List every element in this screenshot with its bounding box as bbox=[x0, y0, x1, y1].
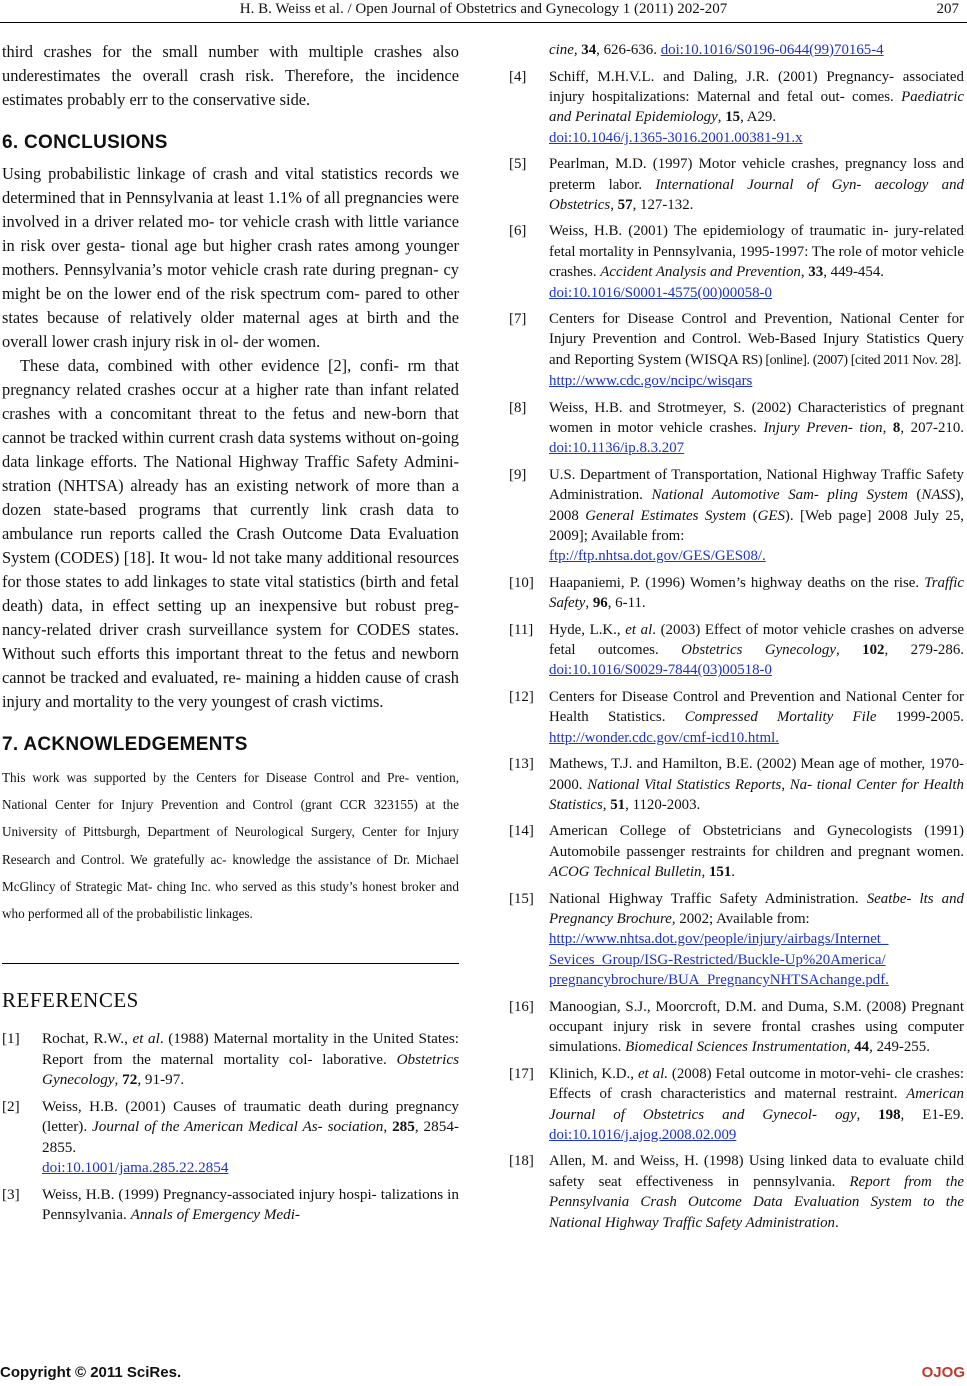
volume: 44 bbox=[854, 1039, 870, 1056]
ref-italic: NASS bbox=[921, 487, 956, 504]
url-link[interactable]: ftp://ftp.nhtsa.dot.gov/GES/GES08/. bbox=[549, 548, 766, 565]
ref-text: , 2002; Available from: bbox=[671, 910, 810, 927]
journal-name: Paediatric and Perinatal Epidemiology bbox=[549, 88, 964, 126]
volume: 57 bbox=[617, 196, 633, 213]
volume: 151 bbox=[708, 864, 732, 881]
reference-17 bbox=[509, 1064, 964, 1146]
reference-number: [9] bbox=[509, 466, 527, 483]
ref-text: Weiss, H.B. (1999) Pregnancy-associated injury hospi- talizations in Pennsylvania. bbox=[42, 1185, 459, 1224]
ref-italic: et al. bbox=[637, 1065, 668, 1082]
ref-text: American College of Obstetricians and Gynecologists (1991) Automobile passenger restraints for children and pregnant women. bbox=[549, 823, 964, 860]
ref-text: Centers for Disease Control and Prevention, National Center for Injury Prevention and Control. Web-Based Injury Statistics Query and Reporting System (WISQA bbox=[549, 310, 964, 368]
volume: 15 bbox=[725, 109, 741, 126]
running-title: H. B. Weiss et al. / Open Journal of Obstetrics and Gynecology 1 (2011) 202-207 bbox=[239, 1, 728, 17]
ref-text: . (1988) Maternal mortality in the United States: Report from the maternal mortality col- laborative. bbox=[42, 1030, 459, 1068]
right-column bbox=[509, 40, 964, 1239]
copyright-notice: Copyright © 2011 SciRes. bbox=[0, 1364, 182, 1381]
ref-text: , 1120-2003. bbox=[625, 796, 701, 813]
journal-name: Compressed Mortality File bbox=[684, 709, 877, 726]
ref-italic: Report from the Pennsylvania Crash Outcome Data Evaluation System to the National Highway Traffic Safety Administration bbox=[549, 1173, 965, 1231]
ref-text: , A29. bbox=[740, 109, 777, 126]
reference-number: [17] bbox=[509, 1065, 534, 1082]
ref-text: (2008) Fetal outcome in motor-vehi- cle crashes: Effects of crash characteristics and maternal restraint. bbox=[549, 1065, 964, 1103]
ref-text: Weiss, H.B. and Strotmeyer, S. (2002) Characteristics of pregnant women in motor vehicle crashes. bbox=[549, 399, 964, 436]
ref-text: , bbox=[114, 1071, 123, 1089]
reference-16 bbox=[509, 997, 964, 1058]
reference-number: [3] bbox=[2, 1185, 20, 1203]
ref-italic: National Automotive Sam- pling System bbox=[651, 487, 908, 504]
ref-text: , bbox=[856, 1106, 879, 1123]
reference-6 bbox=[509, 221, 964, 303]
reference-number: [8] bbox=[509, 399, 527, 416]
journal-abbreviation: OJOG bbox=[921, 1364, 965, 1381]
volume: 96 bbox=[592, 595, 608, 612]
reference-14 bbox=[509, 821, 964, 882]
reference-number: [11] bbox=[509, 621, 534, 638]
ref-text: , bbox=[573, 42, 582, 58]
reference-1 bbox=[2, 1029, 459, 1091]
ref-text: , 249-255. bbox=[869, 1039, 930, 1056]
ref-text: , bbox=[717, 109, 726, 126]
url-link[interactable]: http://www.cdc.gov/ncipc/wisqars bbox=[549, 373, 753, 390]
reference-9 bbox=[509, 465, 964, 567]
journal-name: National Vital Statistics Reports bbox=[587, 776, 782, 793]
journal-name: ACOG Technical Bulletin bbox=[549, 864, 702, 881]
ref-text: . bbox=[731, 864, 736, 881]
ref-text: Pearlman, M.D. (1997) Motor vehicle crashes, pregnancy loss and preterm labor. bbox=[549, 156, 964, 193]
volume: 198 bbox=[878, 1106, 901, 1123]
reference-number: [6] bbox=[509, 223, 527, 240]
reference-11 bbox=[509, 620, 964, 681]
ref-text: , 6-11. bbox=[607, 595, 646, 612]
journal-name: American Journal of Obstetrics and Gynecol- ogy bbox=[549, 1086, 964, 1123]
header-rule bbox=[0, 22, 967, 23]
url-link[interactable]: http://wonder.cdc.gov/cmf-icd10.html. bbox=[549, 729, 779, 746]
volume: 33 bbox=[808, 264, 824, 281]
ref-text: , bbox=[882, 420, 893, 436]
url-link[interactable]: Sevices_Group/ISG-Restricted/Buckle-Up%20America/ bbox=[549, 951, 886, 968]
ref-text: , bbox=[585, 595, 593, 612]
intro-paragraph: third crashes for the small number with multiple crashes also underestimates the overall crash risk. Therefore, the incidence estimates probably err to the conservative side. bbox=[2, 42, 459, 109]
ref-text: , bbox=[383, 1118, 393, 1136]
ref-text: , bbox=[781, 776, 790, 793]
reference-2 bbox=[2, 1097, 459, 1179]
ref-text: Haapaniemi, P. (1996) Women’s highway deaths on the rise. bbox=[549, 574, 925, 591]
url-link[interactable]: http://www.nhtsa.dot.gov/people/injury/airbags/Internet_ bbox=[549, 931, 889, 948]
ref-text: Mathews, T.J. and Hamilton, B.E. (2002) Mean age of mother, 1970-2000. bbox=[549, 756, 964, 793]
ref-text: , bbox=[846, 1039, 855, 1056]
journal-name: Annals of Emergency Medi- bbox=[130, 1206, 300, 1224]
volume: 34 bbox=[581, 42, 597, 58]
ref-italic: Na- tional Center for Health Statistics bbox=[549, 776, 965, 813]
reference-13 bbox=[509, 754, 964, 815]
conclusions-heading: 6. CONCLUSIONS bbox=[2, 132, 168, 153]
ref-text: . bbox=[834, 1214, 839, 1231]
reference-12 bbox=[509, 687, 964, 748]
ref-text: Allen, M. and Weiss, H. (1998) Using linked data to evaluate child safety seat effectiveness in pennsylvania. bbox=[549, 1153, 964, 1190]
ref-text: . (2003) Effect of motor vehicle crashes on adverse fetal outcomes. bbox=[549, 621, 964, 659]
journal-name: Biomedical Sciences Instrumentation bbox=[625, 1039, 847, 1056]
volume: 51 bbox=[610, 796, 626, 813]
ref-text: , E1-E9. bbox=[900, 1106, 964, 1123]
ref-italic: General Estimates System bbox=[585, 507, 747, 524]
reference-number: [15] bbox=[509, 890, 534, 907]
ref-italic: GES bbox=[757, 507, 785, 524]
ref-text: , bbox=[610, 196, 618, 213]
reference-number: [18] bbox=[509, 1153, 534, 1170]
ref-text: , 626-636. bbox=[596, 42, 661, 58]
reference-number: [13] bbox=[509, 756, 534, 773]
reference-15 bbox=[509, 889, 964, 991]
ref-text: , 207-210. bbox=[900, 420, 964, 436]
ref-text: ( bbox=[907, 487, 922, 504]
reference-number: [10] bbox=[509, 574, 534, 591]
reference-number: [14] bbox=[509, 823, 534, 840]
reference-18 bbox=[509, 1151, 964, 1233]
references-heading: REFERENCES bbox=[2, 988, 139, 1013]
page-footer bbox=[0, 1362, 967, 1386]
ref-text: Klinich, K.D., bbox=[549, 1065, 638, 1082]
ref-text: Manoogian, S.J., Moorcroft, D.M. and Duma, S.M. (2008) Pregnant occupant injury risk in severe frontal crashes using computer simulations. bbox=[549, 998, 964, 1056]
ref-text: , bbox=[835, 642, 863, 659]
ref-italic: et al bbox=[625, 621, 653, 638]
journal-name: Injury Preven- tion bbox=[763, 420, 883, 436]
journal-name: Obstetrics Gynecology bbox=[42, 1050, 459, 1089]
ref-text: National Highway Traffic Safety Administration. bbox=[549, 890, 867, 907]
page-number: 207 bbox=[936, 1, 959, 17]
doi-link[interactable]: doi:10.1016/S0001-4575(00)00058-0 bbox=[549, 284, 772, 301]
ref-text: Rochat, R.W., bbox=[42, 1030, 133, 1048]
ref-text: Schiff, M.H.V.L. and Daling, J.R. (2001) Pregnancy- associated injury hospitalizations: Maternal and fetal out- comes. bbox=[549, 68, 964, 105]
doi-link[interactable]: doi:10.1016/S0029-7844(03)00518-0 bbox=[549, 662, 772, 679]
ref-text: , bbox=[602, 796, 611, 813]
doi-link[interactable]: doi:10.1016/j.ajog.2008.02.009 bbox=[549, 1127, 737, 1143]
journal-name: Journal of the American Medical As- sociation bbox=[92, 1118, 384, 1136]
left-column bbox=[2, 40, 459, 1232]
reference-5 bbox=[509, 154, 964, 215]
ref-text: Hyde, L.K., bbox=[549, 621, 626, 638]
ref-text: Weiss, H.B. (2001) The epidemiology of traumatic in- jury-related fetal mortality in Pennsylvania, 1995-1997: The role of motor vehicle crashes. bbox=[549, 223, 964, 281]
url-link[interactable]: pregnancybrochure/BUA_PregnancyNHTSAchange.pdf. bbox=[549, 972, 889, 989]
reference-4 bbox=[509, 67, 964, 149]
reference-10 bbox=[509, 573, 964, 614]
ref-text: , bbox=[701, 864, 709, 881]
journal-name: Accident Analysis and Prevention bbox=[600, 264, 801, 281]
ref-italic: et al bbox=[132, 1030, 160, 1048]
ref-text: , 449-454. bbox=[823, 264, 884, 281]
conclusions-paragraph-1: Using probabilistic linkage of crash and vital statistics records we determined that in Pennsylvania at least 1.1% of all pregnancies were involved in a driver related mo- tor vehicle crash with little variance in risk over gesta- tional age but higher crash rates among younger mothers. Pennsylvania’s motor vehicle crash rate during pregnan- cy might be on the lower end of the risk spectrum com- pared to other states because of relatively older maternal ages at birth and the overall lower crash injury risk in ol- der women. bbox=[2, 164, 459, 351]
ref-italic: Seatbe- lts and Pregnancy Brochure bbox=[549, 890, 964, 927]
journal-name: International Journal of Gyn- aecology and Obstetrics bbox=[549, 176, 964, 213]
ref-text: , 127-132. bbox=[632, 196, 694, 213]
reference-3-continued bbox=[509, 40, 964, 61]
volume: 285 bbox=[392, 1118, 415, 1136]
section-divider bbox=[2, 963, 459, 964]
running-header bbox=[0, 0, 967, 22]
reference-8 bbox=[509, 398, 964, 459]
doi-link[interactable]: doi:10.1001/jama.285.22.2854 bbox=[42, 1159, 229, 1177]
reference-7 bbox=[509, 309, 964, 392]
reference-number: [5] bbox=[509, 156, 527, 173]
volume: 8 bbox=[892, 420, 901, 436]
reference-3 bbox=[2, 1185, 459, 1226]
reference-number: [7] bbox=[509, 310, 527, 327]
ref-text: RS) [online]. (2007) [cited 2011 Nov. 28]. bbox=[741, 352, 962, 368]
journal-name: Traffic Safety bbox=[549, 574, 964, 612]
ref-text: , 279-286. bbox=[884, 642, 964, 659]
ref-text: ). [Web page] 2008 July 25, 2009]; Available from: bbox=[549, 507, 964, 545]
journal-name: Obstetrics Gynecology bbox=[681, 642, 836, 659]
reference-number: [2] bbox=[2, 1097, 20, 1115]
reference-number: [12] bbox=[509, 688, 534, 705]
ref-text: 1999-2005. bbox=[876, 709, 965, 726]
ref-text: , 91-97. bbox=[137, 1071, 185, 1089]
volume: 102 bbox=[862, 642, 885, 659]
journal-name: cine bbox=[549, 42, 574, 58]
ref-text: , 2854-2855. bbox=[42, 1118, 459, 1156]
ref-text: Weiss, H.B. (2001) Causes of traumatic death during pregnancy (letter). bbox=[42, 1097, 459, 1136]
conclusions-paragraph-2: These data, combined with other evidence [2], confi- rm that pregnancy related crashes occur at a higher rate than infant related crashes with a concomitant threat to the fetus and new-born that cannot be tracked within current crash data systems without on-going data linkage efforts. The National Highway Traffic Safety Admini- stration (NHTSA) already has an existing network of more than a dozen state-based programs that currently link crash data to ambulance run reports called the Crash Outcome Data Evaluation System (CODES) [18]. It wou- ld not take many additional resources for those states to add linkages to state vital statistics (birth and fetal death) data, in effect setting up an inexpensive but robust preg- nancy-related driver crash surveillance system for CODES states. Without such efforts this important threat to the fetus and newborn cannot be tracked and evaluated, re- maining a hidden cause of crash injury and mortality to the very youngest of crash victims. bbox=[2, 356, 459, 711]
acknowledgements-text: This work was supported by the Centers for Disease Control and Pre- vention, National Center for Injury Prevention and Control (grant CCR 323155) at the University of Pittsburgh, Department of Neurological Surgery, Center for Injury Research and Control. We gratefully ac- knowledge the assistance of Dr. Michael McGlincy of Strategic Mat- ching Inc. who served as this study’s honest broker and who performed all of the probabilistic linkages. bbox=[2, 770, 459, 922]
ref-text: ( bbox=[746, 507, 758, 524]
doi-link[interactable]: doi:10.1136/ip.8.3.207 bbox=[549, 440, 685, 457]
volume: 72 bbox=[122, 1071, 138, 1089]
ref-text: , bbox=[800, 264, 809, 281]
reference-number: [4] bbox=[509, 68, 527, 85]
ref-text: U.S. Department of Transportation, National Highway Traffic Safety Administration. bbox=[549, 466, 964, 504]
doi-link[interactable]: doi:10.1016/S0196-0644(99)70165-4 bbox=[660, 42, 884, 58]
acknowledgements-heading: 7. ACKNOWLEDGEMENTS bbox=[2, 734, 248, 755]
reference-number: [16] bbox=[509, 998, 534, 1015]
ref-text: Centers for Disease Control and Prevention and National Center for Health Statistics. bbox=[549, 688, 964, 726]
doi-link[interactable]: doi:10.1046/j.1365-3016.2001.00381-91.x bbox=[549, 129, 803, 146]
ref-text: ), 2008 bbox=[549, 487, 964, 524]
reference-number: [1] bbox=[2, 1030, 20, 1048]
